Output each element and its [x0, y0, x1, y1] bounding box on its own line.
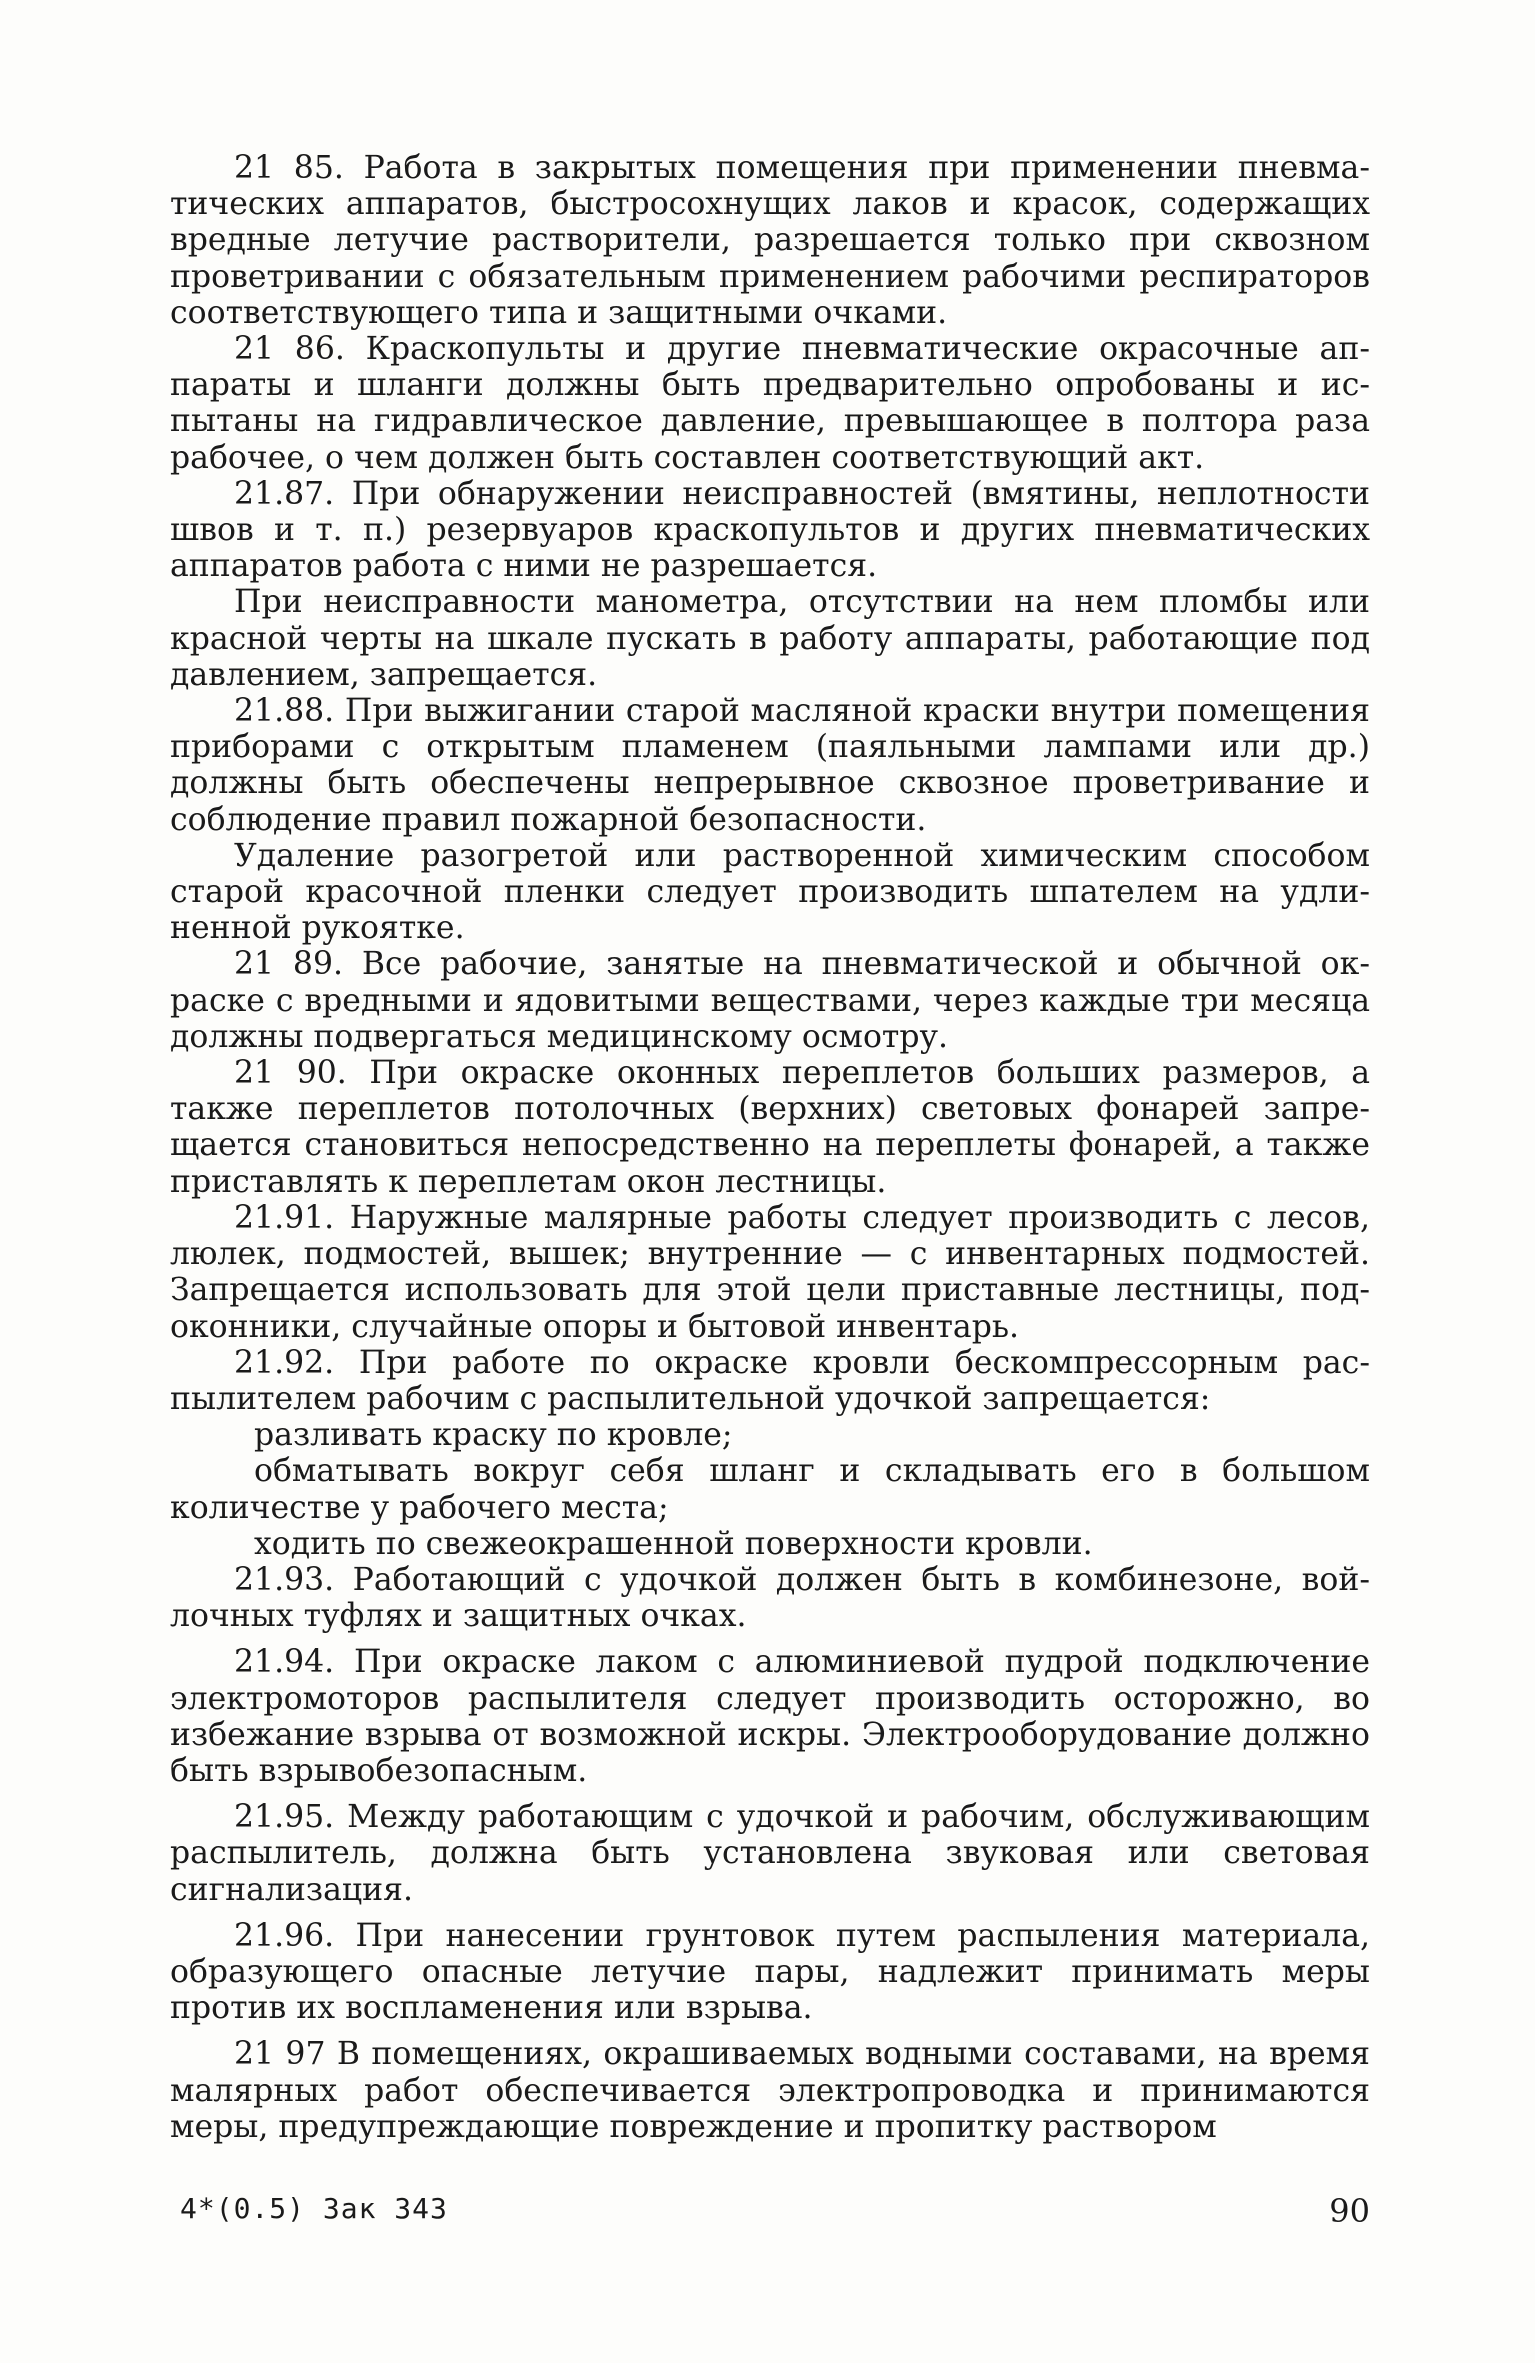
- list-item-walk-surface: ходить по свежеокрашенной поверхности кровли.: [254, 1525, 1093, 1562]
- paragraph-21-88-removal: Удаление разогретой или растворенной химическим способом старой красочной пленки следует производить шпателем на удлиненной рукоятке.: [170, 837, 1370, 947]
- page-footer: [170, 2192, 1370, 2232]
- paragraph-21-96: 21.96. При нанесении грунтовок путем распыления материала, образующего опасные летучие пары, надлежит принимать меры против их воспламенения или взрыва.: [170, 1917, 1370, 2027]
- paragraph-21-92: 21.92. При работе по окраске кровли бескомпрессорным распылителем рабочим с распылительной удочкой запрещается:: [170, 1344, 1370, 1417]
- paragraph-21-97: 21 97 В помещениях, окрашиваемых водными составами, на время малярных работ обеспечивается электропроводка и принимаются меры, предупреждающие повреждение и пропитку раствором: [170, 2036, 1370, 2145]
- paragraph-21-95: 21.95. Между работающим с удочкой и рабочим, обслуживающим распылитель, должна быть установлена звуковая или световая сигнализация.: [170, 1799, 1370, 1908]
- list-item-pour-paint: разливать краску по кровле;: [254, 1417, 733, 1454]
- paragraph-21-85: 21 85. Работа в закрытых помещения при применении пневматических аппаратов, быстросохнущих лаков и красок, содержащих вредные летучие растворители, разрешается только при сквозном проветривании с обязательным применением рабочими респираторов соответствующего типа и защитными очками.: [170, 150, 1370, 331]
- paragraph-21-86: 21 86. Краскопульты и другие пневматические окрасочные аппараты и шланги должны быть предварительно опробованы и испытаны на гидравлическое давление, превышающее в полтора раза рабочее, о чем должен быть составлен соответствующий акт.: [170, 331, 1370, 476]
- paragraph-21-88: 21.88. При выжигании старой масляной краски внутри помещения приборами с открытым пламенем (паяльными лампами или др.) должны быть обеспечены непрерывное сквозное проветривание и соблюдение правил пожарной безопасности.: [170, 693, 1370, 838]
- paragraph-21-93: 21.93. Работающий с удочкой должен быть в комбинезоне, войлочных туфлях и защитных очках.: [170, 1561, 1370, 1635]
- body-text: [170, 150, 1370, 2145]
- paragraph-21-94: 21.94. При окраске лаком с алюминиевой пудрой подключение электромоторов распылителя следует производить осторожно, во избежание взрыва от возможной искры. Электрооборудование должно быть взрывобезопасным.: [170, 1644, 1370, 1789]
- print-order-code: 4*(0.5) Зак 343: [180, 2192, 448, 2225]
- paragraph-21-87-manometer: При неисправности манометра, отсутствии на нем пломбы или красной черты на шкале пускать в работу аппараты, работающие под давлением, запрещается.: [170, 584, 1370, 693]
- paragraph-21-91: 21.91. Наружные малярные работы следует производить с лесов, люлек, подмостей, вышек; внутренние — с инвентарных подмостей. Запрещается использовать для этой цели приставные лестницы, подоконники, случайные опоры и бытовой инвентарь.: [170, 1199, 1370, 1345]
- paragraph-21-90: 21 90. При окраске оконных переплетов больших размеров, а также переплетов потолочных (верхних) световых фонарей запрещается становиться непосредственно на переплеты фонарей, а также приставлять к переплетам окон лестницы.: [170, 1055, 1370, 1200]
- paragraph-21-87: 21.87. При обнаружении неисправностей (вмятины, неплотности швов и т. п.) резервуаров краскопультов и других пневматических аппаратов работа с ними не разрешается.: [170, 475, 1370, 585]
- paragraph-21-89: 21 89. Все рабочие, занятые на пневматической и обычной окраске с вредными и ядовитыми веществами, через каждые три месяца должны подвергаться медицинскому осмотру.: [170, 946, 1370, 1055]
- list-item-wrap-hose: обматывать вокруг себя шланг и складывать его в большом количестве у рабочего места;: [170, 1453, 1370, 1526]
- page-number: 90: [1329, 2192, 1370, 2230]
